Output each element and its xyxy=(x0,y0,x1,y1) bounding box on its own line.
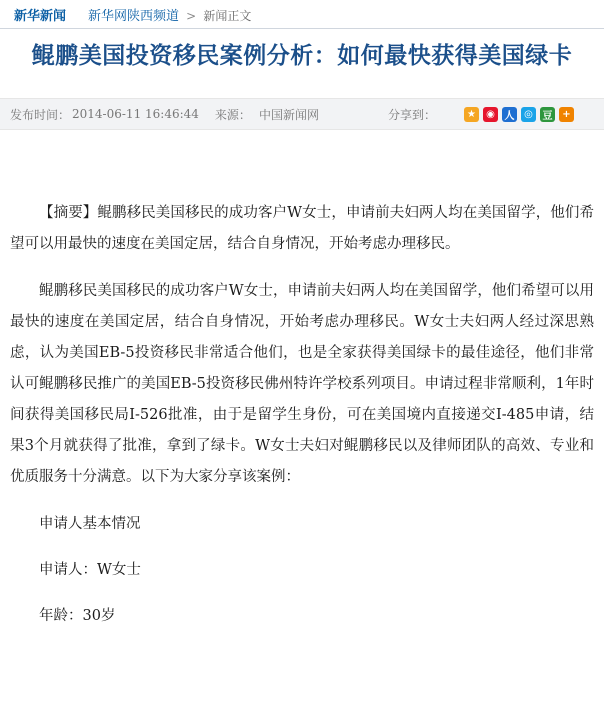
applicant-age: 年龄：30岁 xyxy=(39,608,116,624)
breadcrumb xyxy=(88,5,251,24)
share-bar xyxy=(388,99,574,129)
site-logo[interactable]: 新华新闻 xyxy=(14,8,67,24)
weibo-icon[interactable]: ◉ xyxy=(483,107,498,122)
publish-label: 发布时间： xyxy=(10,107,71,122)
breadcrumb-separator: > xyxy=(186,8,197,23)
source-name: 中国新闻网 xyxy=(258,107,319,122)
renren-icon[interactable]: 人 xyxy=(502,107,517,122)
top-nav-bar xyxy=(0,0,604,29)
applicant-name: 申请人：W女士 xyxy=(39,562,141,578)
breadcrumb-current: 新闻正文 xyxy=(203,8,252,23)
share-label: 分享到： xyxy=(387,107,436,122)
article-summary: 【摘要】鲲鹏移民美国移民的成功客户W女士，申请前夫妇两人均在美国留学，他们希望可以用最快的速度在美国定居，结合自身情况，开始考虑办理移民。 xyxy=(10,205,594,252)
article-meta-bar xyxy=(0,98,604,130)
article-body xyxy=(10,198,594,647)
source-label: 来源： xyxy=(214,107,251,122)
breadcrumb-channel-link[interactable]: 新华网陕西频道 xyxy=(88,8,180,24)
article-paragraph: 鲲鹏移民美国移民的成功客户W女士，申请前夫妇两人均在美国留学，他们希望可以用最快的速度在美国定居，结合自身情况，开始考虑办理移民。W女士夫妇两人经过深思熟虑，认为美国EB-5投资移民非常适合他们，也是全家获得美国绿卡的最佳途径，他们非常认可鲲鹏移民推广的美国EB-5投资移民佛州特许学校系列项目。申请过程非常顺利，1年时间获得美国移民局I-526批准，由于是留学生身份，可在美国境内直接递交I-485申请，结果3个月就获得了批准，拿到了绿卡。W女士夫妇对鲲鹏移民以及律师团队的高效、专业和优质服务十分满意。以下为大家分享该案例： xyxy=(10,283,594,485)
article-subheading: 申请人基本情况 xyxy=(39,516,141,532)
publish-time: 2014-06-11 16:46:44 xyxy=(72,107,199,121)
douban-icon[interactable]: 豆 xyxy=(540,107,555,122)
qzone-icon[interactable]: ★ xyxy=(464,107,479,122)
more-share-icon[interactable]: + xyxy=(559,107,574,122)
article-title: 鲲鹏美国投资移民案例分析：如何最快获得美国绿卡 xyxy=(31,42,573,69)
tencent-weibo-icon[interactable]: ◎ xyxy=(521,107,536,122)
